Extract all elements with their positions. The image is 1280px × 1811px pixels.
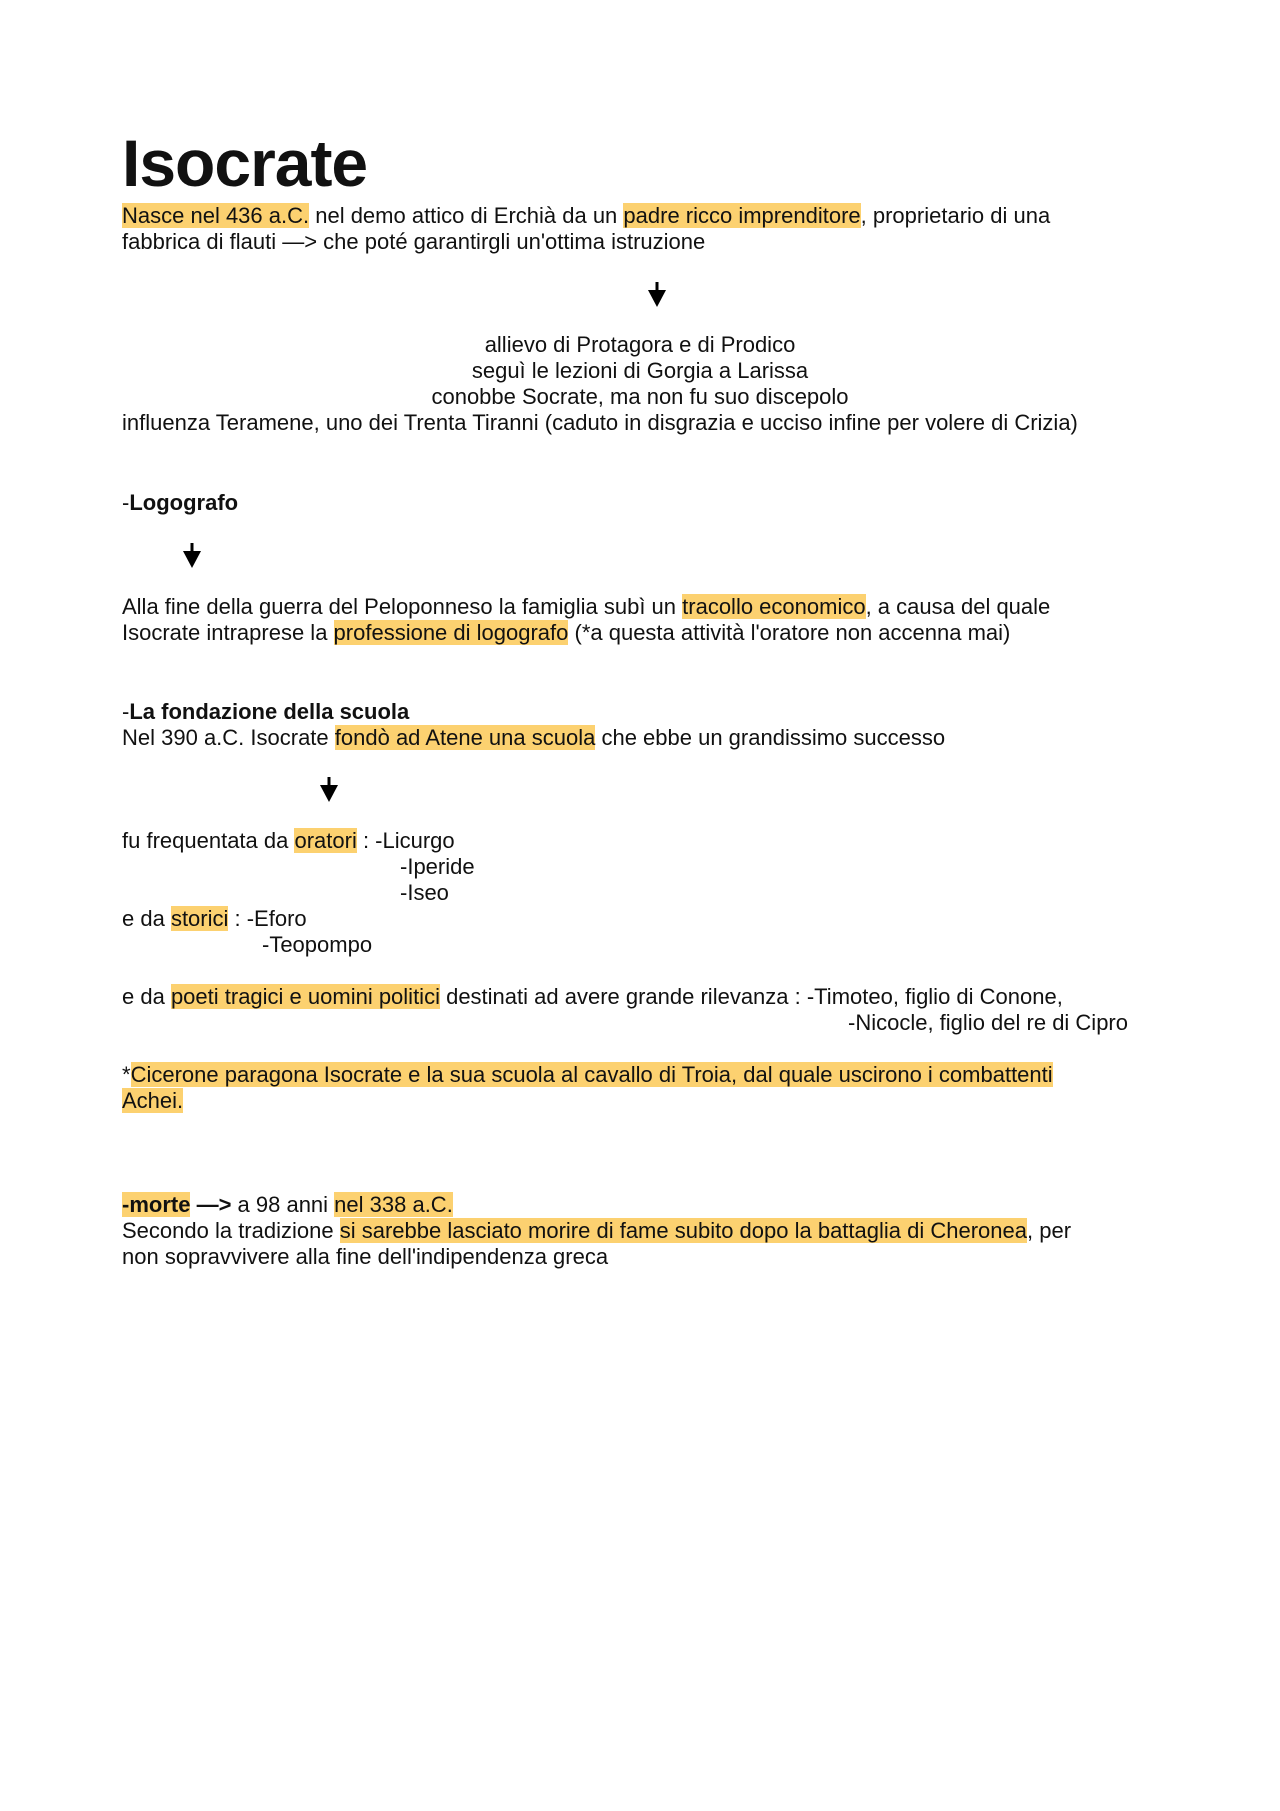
text: e da — [122, 906, 171, 931]
education-line-2: seguì le lezioni di Gorgia a Larissa — [471, 358, 809, 383]
section-heading-logografo — [122, 490, 238, 516]
highlight-achei: Achei. — [122, 1088, 184, 1113]
text: (*a questa attività l'oratore non accenna mai) — [568, 620, 1011, 645]
text: : -Licurgo — [356, 828, 455, 853]
highlight-poeti: poeti tragici e uomini politici — [170, 984, 440, 1009]
note-line-1 — [122, 1062, 1053, 1088]
text: Secondo la tradizione — [122, 1218, 340, 1243]
morte-line-3: non sopravvivere alla fine dell'indipendenza greca — [122, 1244, 609, 1269]
storici-line-1 — [122, 906, 307, 932]
text: e da — [122, 984, 171, 1009]
education-line-1: allievo di Protagora e di Prodico — [484, 332, 796, 357]
down-arrow-icon — [647, 282, 667, 308]
education-line-4: influenza Teramene, uno dei Trenta Tiranni (caduto in disgrazia e ucciso infine per volere di Crizia) — [122, 410, 1078, 435]
text: Alla fine della guerra del Peloponneso la famiglia subì un — [122, 594, 683, 619]
dash: - — [122, 699, 130, 724]
highlight-tracollo: tracollo economico — [682, 594, 866, 619]
asterisk: * — [122, 1062, 131, 1087]
down-arrow-icon — [319, 777, 339, 803]
oratori-line-2: -Iperide — [400, 854, 475, 879]
heading-text: Logografo — [129, 490, 239, 515]
oratori-line-1 — [122, 828, 455, 854]
poeti-line-2: -Nicocle, figlio del re di Cipro — [848, 1010, 1128, 1035]
morte-line-1 — [122, 1192, 453, 1218]
highlight-cicerone: Cicerone paragona Isocrate e la sua scuola al cavallo di Troia, dal quale uscirono i combattenti — [130, 1062, 1053, 1087]
text: a 98 anni — [231, 1192, 335, 1217]
text: Nel 390 a.C. Isocrate — [122, 725, 335, 750]
page-title: Isocrate — [122, 126, 368, 200]
storici-line-2: -Teopompo — [262, 932, 373, 957]
section-heading-scuola — [122, 699, 409, 725]
highlight-birth: Nasce nel 436 a.C. — [122, 203, 310, 228]
education-line-3: conobbe Socrate, ma non fu suo discepolo — [431, 384, 849, 409]
heading-morte: -morte — [122, 1192, 191, 1217]
text: , per — [1027, 1218, 1072, 1243]
intro-line-1 — [122, 203, 1050, 229]
poeti-line-1 — [122, 984, 1063, 1010]
heading-text: La fondazione della scuola — [129, 699, 410, 724]
arrow-text: —> — [190, 1192, 232, 1217]
scuola-line-1 — [122, 725, 945, 751]
text: che ebbe un grandissimo successo — [595, 725, 946, 750]
dash: - — [122, 490, 130, 515]
text: Isocrate intraprese la — [122, 620, 334, 645]
highlight-fame: si sarebbe lasciato morire di fame subito dopo la battaglia di Cheronea — [339, 1218, 1027, 1243]
text: fu frequentata da — [122, 828, 295, 853]
text: , proprietario di una — [860, 203, 1051, 228]
oratori-line-3: -Iseo — [400, 880, 449, 905]
text: : -Eforo — [228, 906, 307, 931]
highlight-oratori: oratori — [294, 828, 357, 853]
highlight-professione: professione di logografo — [333, 620, 569, 645]
text: nel demo attico di Erchià da un — [309, 203, 624, 228]
logografo-line-1 — [122, 594, 1050, 620]
down-arrow-icon — [182, 543, 202, 569]
text: destinati ad avere grande rilevanza : -Timoteo, figlio di Conone, — [439, 984, 1063, 1009]
highlight-fondazione: fondò ad Atene una scuola — [334, 725, 596, 750]
logografo-line-2 — [122, 620, 1010, 646]
note-line-2 — [122, 1088, 183, 1114]
highlight-storici: storici — [170, 906, 229, 931]
highlight-date: nel 338 a.C. — [334, 1192, 453, 1217]
text: , a causa del quale — [865, 594, 1051, 619]
intro-line-2: fabbrica di flauti —> che poté garantirgli un'ottima istruzione — [122, 229, 706, 254]
morte-line-2 — [122, 1218, 1071, 1244]
highlight-father: padre ricco imprenditore — [623, 203, 861, 228]
